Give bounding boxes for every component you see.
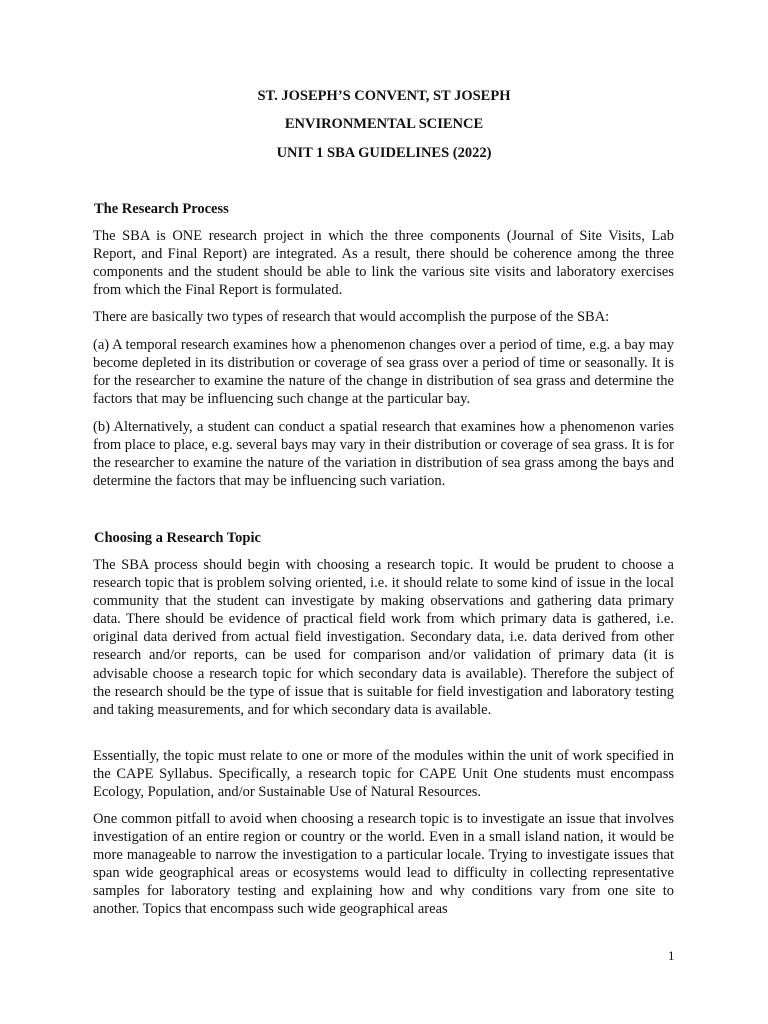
paragraph: One common pitfall to avoid when choosing a research topic is to investigate an issue that involves investigation of an entire region or country or the world. Even in a small island nation, it would be more manageable to narrow the investigation to a particular locale. Trying to investigate issues that span wide geographical areas or ecosystems would lead to difficulty in collecting representative samples for laboratory testing and explaining how and why conditions vary from one site to another. Topics that encompass such wide geographical areas	[93, 811, 674, 918]
subject-title: ENVIRONMENTAL SCIENCE	[284, 116, 484, 132]
section-heading-research-process: The Research Process	[94, 201, 229, 217]
paragraph: The SBA is ONE research project in which the three components (Journal of Site Visits, Lab Report, and Final Report) are integrated. As a result, there should be coherence among the three components and the student should be able to link the various site visits and laboratory exercises from which the Final Report is formulated.	[93, 228, 674, 299]
document-title: UNIT 1 SBA GUIDELINES (2022)	[276, 145, 492, 161]
paragraph: Essentially, the topic must relate to one or more of the modules within the unit of work specified in the CAPE Syllabus. Specifically, a research topic for CAPE Unit One students must encompass Ecology, Population, and/or Sustainable Use of Natural Resources.	[93, 748, 674, 801]
section-heading-choosing-topic: Choosing a Research Topic	[94, 530, 261, 546]
paragraph: (b) Alternatively, a student can conduct a spatial research that examines how a phenomenon varies from place to place, e.g. several bays may vary in their distribution or coverage of sea grass. It is for the researcher to examine the nature of the variation in distribution of sea grass among the bays and determine the factors that may be influencing such variation.	[93, 419, 675, 490]
school-name: ST. JOSEPH’S CONVENT, ST JOSEPH	[257, 88, 511, 104]
paragraph: There are basically two types of research that would accomplish the purpose of the SBA:	[93, 309, 610, 325]
paragraph: The SBA process should begin with choosing a research topic. It would be prudent to choose a research topic that is problem solving oriented, i.e. it should relate to some kind of issue in the local community that the student can investigate by making observations and gathering data primary data. There should be evidence of practical field work from which primary data is gathered, i.e. original data derived from actual field investigation. Secondary data, i.e. data derived from other research and/or reports, can be used for comparison and/or validation of primary data (it is advisable choose a research topic for which secondary data is available). Therefore the subject of the research should be the type of issue that is suitable for field investigation and laboratory testing and taking measurements, and for which secondary data is available.	[93, 557, 674, 718]
paragraph: (a) A temporal research examines how a phenomenon changes over a period of time, e.g. a bay may become depleted in its distribution or coverage of sea grass over a period of time or seasonally. It is for the researcher to examine the nature of the change in distribution of sea grass and determine the factors that may be influencing such change at the particular bay.	[93, 337, 674, 408]
page-number: 1	[668, 948, 675, 963]
